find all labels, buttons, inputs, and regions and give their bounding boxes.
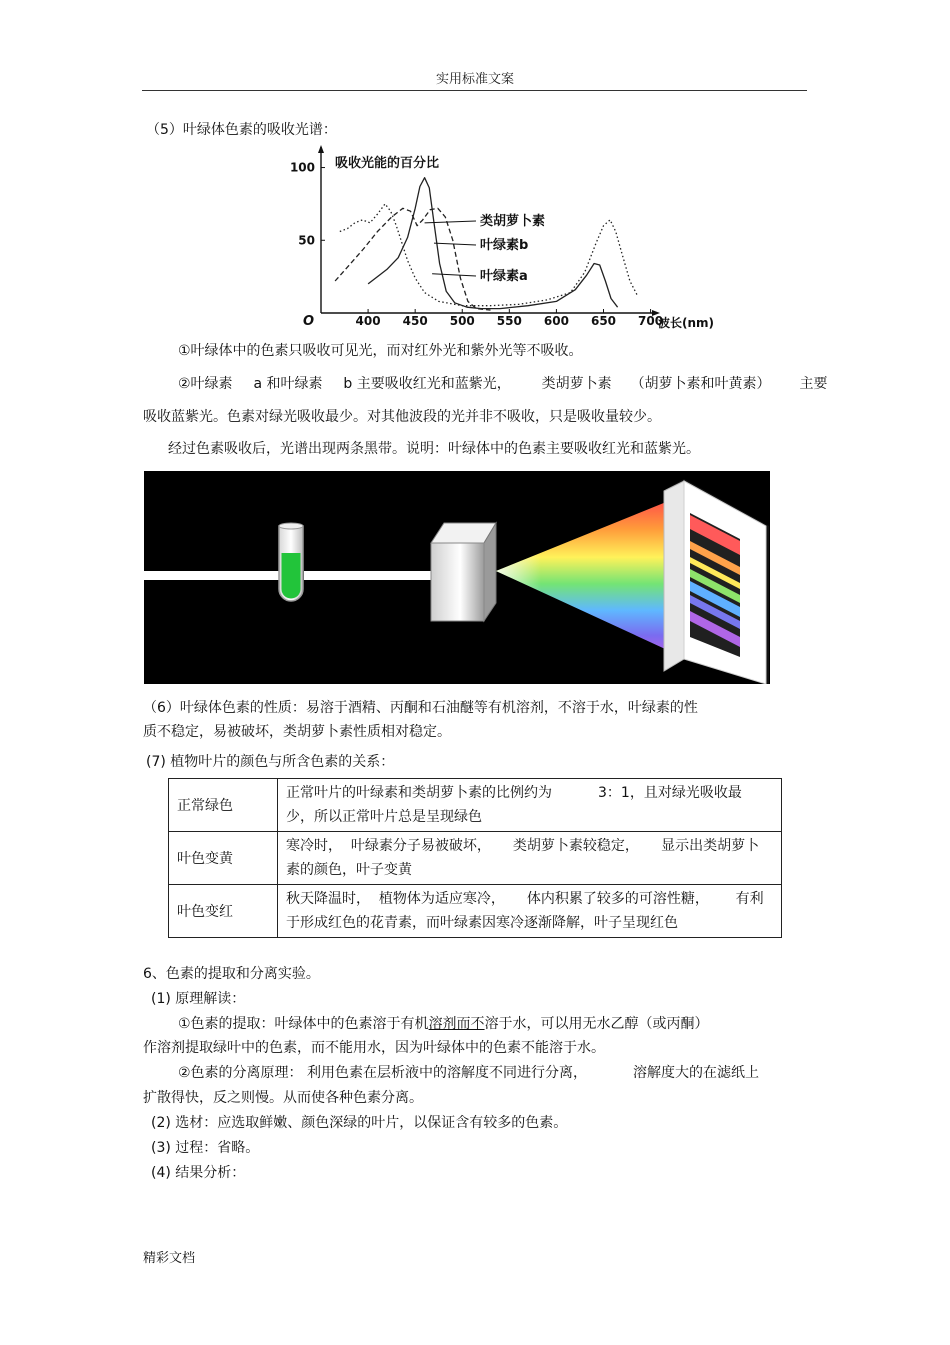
chart-title: 吸收光能的百分比 xyxy=(335,156,440,171)
origin-label: O xyxy=(303,314,315,329)
paragraph-pigment-absorption xyxy=(178,374,827,394)
series-label: 叶绿素b xyxy=(480,238,529,253)
header-rule xyxy=(142,90,807,91)
series-leader-line xyxy=(432,274,476,276)
paragraph-visible-light: ①叶绿体中的色素只吸收可见光，而对红外光和紫外光等不吸收。 xyxy=(178,343,583,359)
x-tick-label: 500 xyxy=(449,314,475,328)
text-segment: 体内积累了较多的可溶性糖， 有利 xyxy=(526,891,764,907)
x-tick-label: 700 xyxy=(638,314,664,328)
y-tick-label: 50 xyxy=(298,233,315,248)
series-label: 叶绿素a xyxy=(480,269,528,284)
light-beam-middle xyxy=(304,571,434,580)
series-leader-line xyxy=(425,221,476,223)
extraction-principle xyxy=(178,1014,709,1034)
row-label: 正常绿色 xyxy=(169,779,278,832)
text-segment: 正常叶片的叶绿素和类胡萝卜素的比例约为 xyxy=(286,785,552,801)
text-segment: a 和叶绿素 xyxy=(253,376,323,392)
screen xyxy=(664,479,769,684)
row-description xyxy=(278,832,782,885)
material-selection: (2) 选材：应选取鲜嫩、颜色深绿的叶片，以保证含有较多的色素。 xyxy=(151,1115,568,1131)
text-segment: 素的颜色，叶子变黄 xyxy=(286,862,412,878)
text-segment: ②叶绿素 xyxy=(178,376,233,392)
section-6-heading-continued: 质不稳定，易被破坏，类胡萝卜素性质相对稳定。 xyxy=(143,724,451,740)
extraction-principle-continued: 作溶剂提取绿叶中的色素，而不能用水，因为叶绿体中的色素不能溶于水。 xyxy=(143,1040,605,1056)
series-label: 类胡萝卜素 xyxy=(480,214,546,229)
text-segment: b 主要吸收红光和蓝紫光， xyxy=(343,376,511,392)
separation-principle xyxy=(178,1063,759,1083)
row-label: 叶色变红 xyxy=(169,885,278,938)
row-description xyxy=(278,779,782,832)
x-tick-label: 650 xyxy=(590,314,617,328)
section-7-heading: (7) 植物叶片的颜色与所含色素的关系： xyxy=(146,754,395,770)
separation-principle-continued: 扩散得快，反之则慢。从而使各种色素分离。 xyxy=(143,1090,423,1106)
x-tick-label: 550 xyxy=(496,314,522,328)
series-leader-line xyxy=(434,243,476,245)
y-axis-arrow xyxy=(318,145,324,153)
row-label: 叶色变黄 xyxy=(169,832,278,885)
text-segment: ①色素的提取：叶绿体中的色素溶于有机 xyxy=(178,1016,429,1032)
text-segment: 主要 xyxy=(799,376,828,392)
leaf-color-table xyxy=(168,778,782,938)
table-row xyxy=(169,885,782,938)
paragraph-continuation: 吸收蓝紫光。色素对绿光吸收最少。对其他波段的光并非不吸收，只是吸收量较少。 xyxy=(143,409,661,425)
text-segment: 3：1，且对绿光吸收最 xyxy=(598,785,742,801)
experiment-title: 6、色素的提取和分离实验。 xyxy=(143,966,320,982)
chart-axes xyxy=(290,145,663,329)
x-axis-label: 波长(nm) xyxy=(658,316,715,330)
text-segment: 少，所以正常叶片总是呈现绿色 xyxy=(286,809,482,825)
text-segment: 寒冷时， 叶绿素分子易被破坏， xyxy=(286,838,491,854)
series-line-1 xyxy=(335,208,490,310)
result-analysis: (4) 结果分析： xyxy=(151,1165,246,1181)
page-header: 实用标准文案 xyxy=(435,72,514,87)
test-tube xyxy=(279,523,303,601)
row-description xyxy=(278,885,782,938)
x-tick-label: 400 xyxy=(355,314,381,328)
principle-heading: (1) 原理解读： xyxy=(151,991,246,1007)
procedure: (3) 过程：省略。 xyxy=(151,1140,260,1156)
text-segment: 溶解度大的在滤纸上 xyxy=(633,1065,759,1081)
text-segment: 秋天降温时， 植物体为适应寒冷， xyxy=(286,891,505,907)
page-footer: 精彩文档 xyxy=(143,1251,196,1266)
prism xyxy=(431,523,496,621)
y-tick-label: 100 xyxy=(289,160,315,175)
x-tick-label: 450 xyxy=(402,314,428,328)
absorption-spectrum-chart xyxy=(280,145,740,340)
table-row xyxy=(169,832,782,885)
underlined-text: 溶剂而不 xyxy=(428,1016,485,1032)
text-segment: 类胡萝卜素 xyxy=(541,376,612,392)
text-segment: （胡萝卜素和叶黄素） xyxy=(630,376,771,392)
text-segment: ②色素的分离原理： 利用色素在层析液中的溶解度不同进行分离， xyxy=(178,1065,587,1081)
section-6-heading: （6）叶绿体色素的性质：易溶于酒精、丙酮和石油醚等有机溶剂，不溶于水，叶绿素的性 xyxy=(143,700,698,716)
paragraph-dark-bands: 经过色素吸收后，光谱出现两条黑带。说明：叶绿体中的色素主要吸收红光和蓝紫光。 xyxy=(168,441,700,457)
prism-spectrum-illustration xyxy=(144,471,770,684)
text-segment: 溶于水，可以用无水乙醇（或丙酮） xyxy=(484,1016,709,1032)
light-beam-left xyxy=(144,571,289,580)
x-tick-label: 600 xyxy=(543,314,569,328)
section-5-heading: （5）叶绿体色素的吸收光谱： xyxy=(146,122,337,138)
text-segment: 于形成红色的花青素，而叶绿素因寒冷逐渐降解，叶子呈现红色 xyxy=(286,915,678,931)
table-row xyxy=(169,779,782,832)
text-segment: 类胡萝卜素较稳定， 显示出类胡萝卜 xyxy=(512,838,760,854)
chart-labels xyxy=(335,155,714,330)
